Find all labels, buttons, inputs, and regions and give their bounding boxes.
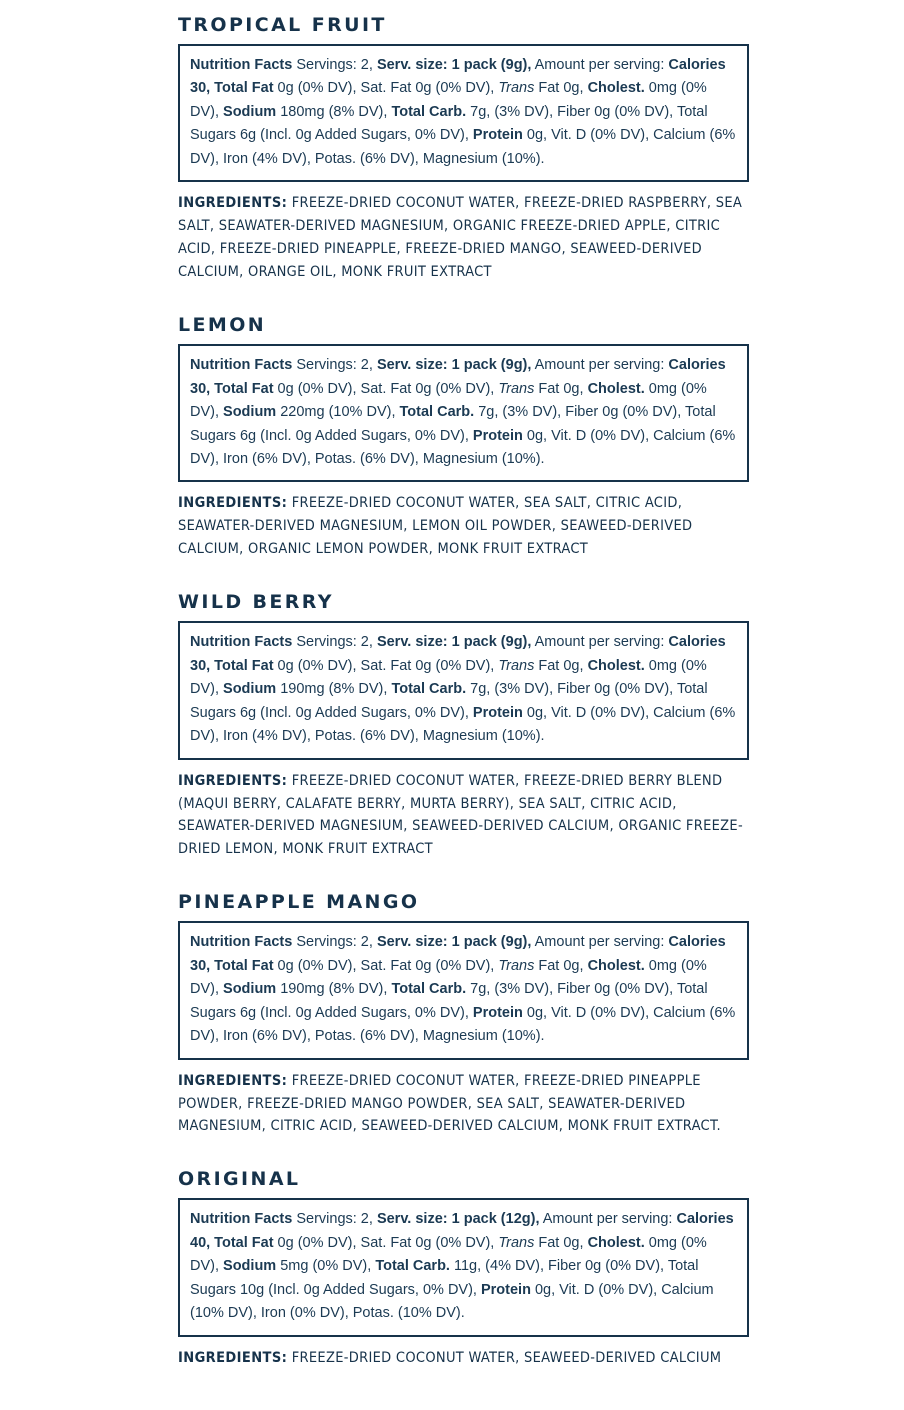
nutrition-segment: 0g (0% DV), Sat. Fat 0g (0% DV), bbox=[273, 80, 499, 97]
nutrition-segment: Cholest. bbox=[587, 957, 645, 974]
nutrition-segment: Servings: 2, bbox=[292, 634, 377, 651]
nutrition-segment: Total Carb. bbox=[399, 404, 475, 421]
nutrition-facts-text bbox=[190, 631, 737, 748]
ingredients-label: INGREDIENTS: bbox=[178, 495, 288, 512]
flavor-title: TROPICAL FRUIT bbox=[178, 14, 387, 36]
flavor-title: LEMON bbox=[178, 314, 267, 337]
nutrition-facts-box bbox=[178, 44, 749, 182]
nutrition-facts-text bbox=[190, 1208, 737, 1325]
nutrition-facts-box bbox=[178, 344, 749, 482]
nutrition-segment: Total Carb. bbox=[375, 1258, 450, 1275]
nutrition-segment: Sodium bbox=[223, 981, 277, 998]
nutrition-segment: 7g, (3% DV), Fiber 0g (0% DV), Total Sugars 6g (Incl. 0g Added Sugars, 0% DV), bbox=[190, 981, 708, 1021]
flavor-title: WILD BERRY bbox=[178, 591, 334, 614]
nutrition-segment: 0g, Vit. D (0% DV), Calcium (6% DV), Iron (6% DV), Potas. (6% DV), Magnesium (10%). bbox=[190, 1004, 736, 1045]
nutrition-segment: Nutrition Facts bbox=[190, 357, 293, 374]
nutrition-segment: Nutrition Facts bbox=[190, 634, 293, 651]
nutrition-segment: Nutrition Facts bbox=[190, 1211, 293, 1228]
nutrition-segment: Sodium bbox=[223, 404, 277, 421]
ingredients-line bbox=[178, 770, 749, 862]
nutrition-segment: Cholest. bbox=[587, 657, 645, 674]
nutrition-segment: Fat 0g, bbox=[534, 1234, 588, 1251]
nutrition-segment: 190mg (8% DV), bbox=[276, 681, 392, 698]
nutrition-segment: 180mg (8% DV), bbox=[276, 103, 392, 120]
nutrition-segment: Amount per serving: bbox=[531, 634, 669, 651]
ingredients-line bbox=[178, 1347, 749, 1370]
ingredients-line bbox=[178, 192, 749, 284]
nutrition-segment: Calories 30, Total Fat bbox=[190, 934, 726, 974]
nutrition-segment: 0mg (0% DV), bbox=[190, 657, 707, 698]
nutrition-segment: 7g, (3% DV), Fiber 0g (0% DV), Total Sugars 6g (Incl. 0g Added Sugars, 0% DV), bbox=[190, 103, 708, 144]
nutrition-facts-text bbox=[190, 931, 737, 1048]
flavor-block bbox=[178, 591, 749, 861]
nutrition-segment: Servings: 2, bbox=[292, 934, 377, 951]
ingredients-text: FREEZE-DRIED COCONUT WATER, FREEZE-DRIED BERRY BLEND (MAQUI BERRY, CALAFATE BERRY, MURTA BERRY), SEA SALT, CITRIC ACID, SEAWATER-DERIVED MAGNESIUM, SEAWEED-DERIVED CALCIUM, ORGANIC FREEZE-DRIED LEMON, MONK FRUIT EXTRACT bbox=[178, 772, 743, 858]
ingredients-label: INGREDIENTS: bbox=[178, 772, 288, 789]
nutrition-segment: Amount per serving: bbox=[539, 1211, 677, 1228]
nutrition-segment: 0g (0% DV), Sat. Fat 0g (0% DV), bbox=[273, 957, 499, 974]
nutrition-segment: Amount per serving: bbox=[531, 934, 669, 951]
nutrition-segment: Calories 30, Total Fat bbox=[190, 357, 726, 397]
ingredients-label: INGREDIENTS: bbox=[178, 1072, 288, 1089]
nutrition-segment: Nutrition Facts bbox=[190, 57, 293, 73]
nutrition-segment: 0mg (0% DV), bbox=[190, 1234, 707, 1275]
nutrition-facts-box bbox=[178, 1198, 749, 1336]
nutrition-segment: 0g, Vit. D (0% DV), Calcium (6% DV), Iron (6% DV), Potas. (6% DV), Magnesium (10%). bbox=[190, 427, 736, 467]
nutrition-segment: 0g (0% DV), Sat. Fat 0g (0% DV), bbox=[273, 657, 499, 674]
nutrition-facts-box bbox=[178, 921, 749, 1059]
nutrition-segment: Trans bbox=[498, 80, 535, 97]
nutrition-segment: Trans bbox=[498, 957, 535, 974]
ingredients-text: FREEZE-DRIED COCONUT WATER, FREEZE-DRIED RASPBERRY, SEA SALT, SEAWATER-DERIVED MAGNESIUM, ORGANIC FREEZE-DRIED APPLE, CITRIC ACID, FREEZE-DRIED PINEAPPLE, FREEZE-DRIED MANGO, SEAWEED-DERIVED CALCIUM, ORANGE OIL, MONK FRUIT EXTRACT bbox=[178, 195, 743, 281]
nutrition-segment: 0g, Vit. D (0% DV), Calcium (10% DV), Iron (0% DV), Potas. (10% DV). bbox=[190, 1281, 714, 1322]
flavor-block bbox=[178, 314, 749, 561]
flavor-block bbox=[178, 14, 749, 284]
nutrition-segment: Protein bbox=[472, 1004, 523, 1021]
nutrition-segment: Servings: 2, bbox=[292, 1211, 377, 1228]
nutrition-segment: 0g (0% DV), Sat. Fat 0g (0% DV), bbox=[273, 380, 499, 397]
nutrition-segment: Amount per serving: bbox=[531, 57, 669, 73]
nutrition-segment: Sodium bbox=[223, 1258, 277, 1275]
nutrition-segment: Cholest. bbox=[587, 380, 645, 397]
nutrition-segment: Serv. size: 1 pack (9g), bbox=[376, 634, 532, 651]
nutrition-segment: Cholest. bbox=[587, 80, 645, 97]
nutrition-segment: 220mg (10% DV), bbox=[276, 404, 400, 421]
nutrition-segment: Fat 0g, bbox=[534, 380, 588, 397]
nutrition-segment: Calories 30, Total Fat bbox=[190, 57, 726, 97]
nutrition-segment: Protein bbox=[480, 1281, 531, 1298]
nutrition-segment: Nutrition Facts bbox=[190, 934, 293, 951]
nutrition-segment: Calories 40, Total Fat bbox=[190, 1211, 734, 1251]
nutrition-segment: Servings: 2, bbox=[292, 57, 377, 73]
ingredients-text: FREEZE-DRIED COCONUT WATER, SEA SALT, CITRIC ACID, SEAWATER-DERIVED MAGNESIUM, LEMON OIL POWDER, SEAWEED-DERIVED CALCIUM, ORGANIC LEMON POWDER, MONK FRUIT EXTRACT bbox=[178, 495, 693, 558]
nutrition-segment: 0mg (0% DV), bbox=[190, 80, 707, 120]
nutrition-segment: 0g, Vit. D (0% DV), Calcium (6% DV), Iron (4% DV), Potas. (6% DV), Magnesium (10%). bbox=[190, 127, 736, 167]
nutrition-segment: Servings: 2, bbox=[292, 357, 377, 374]
nutrition-segment: Amount per serving: bbox=[531, 357, 669, 374]
nutrition-segment: 7g, (3% DV), Fiber 0g (0% DV), Total Sugars 6g (Incl. 0g Added Sugars, 0% DV), bbox=[190, 404, 716, 444]
flavor-block bbox=[178, 891, 749, 1138]
nutrition-segment: Serv. size: 1 pack (9g), bbox=[376, 357, 532, 374]
ingredients-label: INGREDIENTS: bbox=[178, 1349, 288, 1366]
nutrition-segment: Sodium bbox=[223, 681, 277, 698]
nutrition-segment: 0mg (0% DV), bbox=[190, 380, 707, 421]
nutrition-segment: Serv. size: 1 pack (12g), bbox=[376, 1211, 540, 1228]
nutrition-segment: Trans bbox=[498, 380, 535, 397]
nutrition-segment: Calories 30, Total Fat bbox=[190, 634, 726, 674]
nutrition-segment: Total Carb. bbox=[391, 981, 467, 998]
flavor-list bbox=[178, 14, 749, 1370]
ingredients-label: INGREDIENTS: bbox=[178, 195, 288, 212]
nutrition-segment: 11g, (4% DV), Fiber 0g (0% DV), Total Sugars 10g (Incl. 0g Added Sugars, 0% DV), bbox=[190, 1258, 699, 1298]
ingredients-text: FREEZE-DRIED COCONUT WATER, FREEZE-DRIED PINEAPPLE POWDER, FREEZE-DRIED MANGO POWDER, SEA SALT, SEAWATER-DERIVED MAGNESIUM, CITRIC ACID, SEAWEED-DERIVED CALCIUM, MONK FRUIT EXTRACT. bbox=[178, 1072, 721, 1135]
nutrition-segment: Sodium bbox=[223, 103, 277, 120]
ingredients-line bbox=[178, 492, 749, 561]
nutrition-facts-text bbox=[190, 354, 737, 471]
nutrition-segment: 190mg (8% DV), bbox=[276, 981, 392, 998]
nutrition-segment: Total Carb. bbox=[391, 103, 467, 120]
flavor-title: ORIGINAL bbox=[178, 1168, 301, 1191]
ingredients-text: FREEZE-DRIED COCONUT WATER, SEAWEED-DERIVED CALCIUM bbox=[291, 1349, 722, 1366]
nutrition-segment: Serv. size: 1 pack (9g), bbox=[376, 57, 532, 73]
nutrition-segment: Fat 0g, bbox=[534, 80, 588, 97]
nutrition-segment: Total Carb. bbox=[391, 681, 467, 698]
nutrition-facts-text bbox=[190, 54, 737, 171]
nutrition-segment: Protein bbox=[472, 127, 523, 144]
nutrition-segment: Cholest. bbox=[587, 1234, 645, 1251]
nutrition-segment: 0g, Vit. D (0% DV), Calcium (6% DV), Iron (4% DV), Potas. (6% DV), Magnesium (10%). bbox=[190, 704, 736, 745]
nutrition-segment: 5mg (0% DV), bbox=[276, 1258, 376, 1275]
flavor-block bbox=[178, 1168, 749, 1369]
ingredients-line bbox=[178, 1070, 749, 1139]
nutrition-facts-box bbox=[178, 621, 749, 759]
nutrition-segment: Protein bbox=[472, 427, 523, 444]
nutrition-segment: Fat 0g, bbox=[534, 657, 588, 674]
nutrition-segment: Protein bbox=[472, 704, 523, 721]
nutrition-segment: 7g, (3% DV), Fiber 0g (0% DV), Total Sugars 6g (Incl. 0g Added Sugars, 0% DV), bbox=[190, 681, 708, 721]
nutrition-segment: Fat 0g, bbox=[534, 957, 588, 974]
nutrition-segment: Trans bbox=[498, 1234, 535, 1251]
nutrition-segment: 0g (0% DV), Sat. Fat 0g (0% DV), bbox=[273, 1234, 499, 1251]
flavor-title: PINEAPPLE MANGO bbox=[178, 891, 420, 914]
nutrition-segment: Serv. size: 1 pack (9g), bbox=[376, 934, 532, 951]
nutrition-segment: Trans bbox=[498, 657, 535, 674]
nutrition-segment: 0mg (0% DV), bbox=[190, 957, 707, 998]
